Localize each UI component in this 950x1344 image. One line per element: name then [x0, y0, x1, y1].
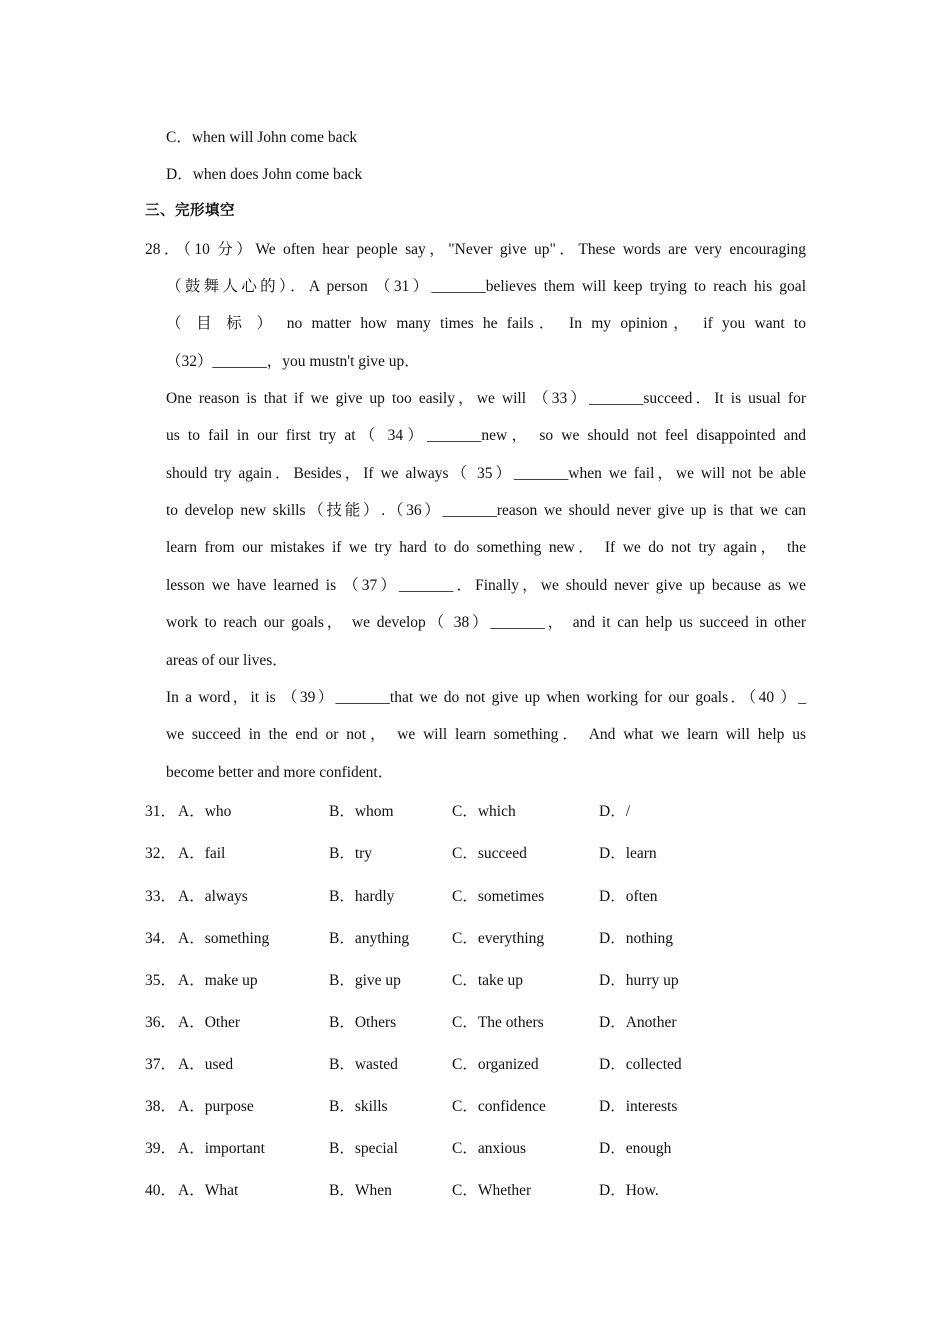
option-d: D．hurry up — [599, 972, 679, 989]
question-number: 35． — [145, 972, 177, 989]
option-a: A．used — [178, 1056, 234, 1073]
passage-line: become better and more confident． — [166, 764, 394, 781]
passage-line: learn from our mistakes if we try hard to do something new． If we do not try again， the — [166, 539, 806, 556]
question-row-33 — [145, 884, 845, 906]
option-b: B．anything — [329, 930, 410, 947]
option-c: C．take up — [452, 972, 524, 989]
question-number: 36． — [145, 1014, 177, 1031]
question-row-38 — [145, 1094, 845, 1116]
option-c: C．The others — [452, 1014, 544, 1031]
option-b: B．When — [329, 1182, 392, 1199]
question-number: 33． — [145, 888, 177, 905]
question-number: 38． — [145, 1098, 177, 1115]
question-number: 37． — [145, 1056, 177, 1073]
option-a: A．who — [178, 803, 232, 820]
option-b: B．wasted — [329, 1056, 398, 1073]
option-d: D．enough — [599, 1140, 672, 1157]
question-row-31 — [145, 799, 845, 821]
passage-line: we succeed in the end or not， we will learn something． And what we learn will help us — [166, 726, 806, 743]
option-b: B．try — [329, 845, 373, 862]
question-row-36 — [145, 1010, 845, 1032]
section-title: 三、完形填空 — [145, 203, 235, 219]
option-c: C．sometimes — [452, 888, 545, 905]
passage-line: 28．（10 分）We often hear people say，"Never give up"．These words are very encouraging — [145, 241, 806, 258]
passage-line: should try again．Besides，If we always（ 35）_______when we fail，we will not be able — [166, 465, 806, 482]
passage-line: （32）_______，you mustn't give up． — [166, 353, 420, 370]
option-d: D．collected — [599, 1056, 682, 1073]
option-b: B．Others — [329, 1014, 397, 1031]
option-d: D．often — [599, 888, 658, 905]
option-d: D．Another — [599, 1014, 677, 1031]
question-number: 34． — [145, 930, 177, 947]
option-c: C．everything — [452, 930, 545, 947]
option-c: C．organized — [452, 1056, 539, 1073]
option-b: B．skills — [329, 1098, 388, 1115]
option-a: A．fail — [178, 845, 226, 862]
prev-option-c: C．when will John come back — [166, 129, 358, 146]
passage-line: （ 目 标 ） no matter how many times he fails． In my opinion， if you want to — [166, 315, 806, 332]
question-row-32 — [145, 841, 845, 863]
option-d: D．learn — [599, 845, 657, 862]
passage-line: （鼓舞人心的）．A person （31）_______believes them will keep trying to reach his goal — [166, 278, 806, 295]
question-number: 39． — [145, 1140, 177, 1157]
option-d: D．How. — [599, 1182, 659, 1199]
passage-line: to develop new skills（技能）.（36）_______reason we should never give up is that we can — [166, 502, 806, 519]
question-row-37 — [145, 1052, 845, 1074]
question-row-35 — [145, 968, 845, 990]
option-b: B．hardly — [329, 888, 395, 905]
option-b: B．whom — [329, 803, 394, 820]
option-c: C．anxious — [452, 1140, 527, 1157]
option-c: C．Whether — [452, 1182, 532, 1199]
option-c: C．confidence — [452, 1098, 546, 1115]
option-b: B．special — [329, 1140, 398, 1157]
option-a: A．important — [178, 1140, 265, 1157]
option-d: D．nothing — [599, 930, 674, 947]
passage-line: lesson we have learned is （37）_______．Finally，we should never give up because as we — [166, 577, 806, 594]
question-row-39 — [145, 1136, 845, 1158]
question-row-40 — [145, 1178, 845, 1200]
question-row-34 — [145, 926, 845, 948]
passage-line: areas of our lives． — [166, 652, 288, 669]
passage-line: work to reach our goals， we develop（ 38）_______， and it can help us succeed in other — [166, 614, 806, 631]
passage-line: us to fail in our first try at（ 34）_______new， so we should not feel disappointed and — [166, 427, 806, 444]
question-number: 32． — [145, 845, 177, 862]
option-a: A．make up — [178, 972, 258, 989]
option-c: C．which — [452, 803, 516, 820]
option-a: A．What — [178, 1182, 239, 1199]
option-c: C．succeed — [452, 845, 527, 862]
option-a: A．Other — [178, 1014, 240, 1031]
option-a: A．purpose — [178, 1098, 254, 1115]
option-b: B．give up — [329, 972, 401, 989]
prev-option-d: D．when does John come back — [166, 166, 363, 183]
question-number: 40． — [145, 1182, 177, 1199]
option-a: A．always — [178, 888, 248, 905]
option-a: A．something — [178, 930, 270, 947]
passage-line: One reason is that if we give up too easily，we will （33）_______succeed．It is usual for — [166, 390, 806, 407]
option-d: D．/ — [599, 803, 631, 820]
question-number: 31． — [145, 803, 177, 820]
passage-line: In a word，it is （39）_______that we do not give up when working for our goals．（40 ）_ — [166, 689, 806, 706]
option-d: D．interests — [599, 1098, 678, 1115]
